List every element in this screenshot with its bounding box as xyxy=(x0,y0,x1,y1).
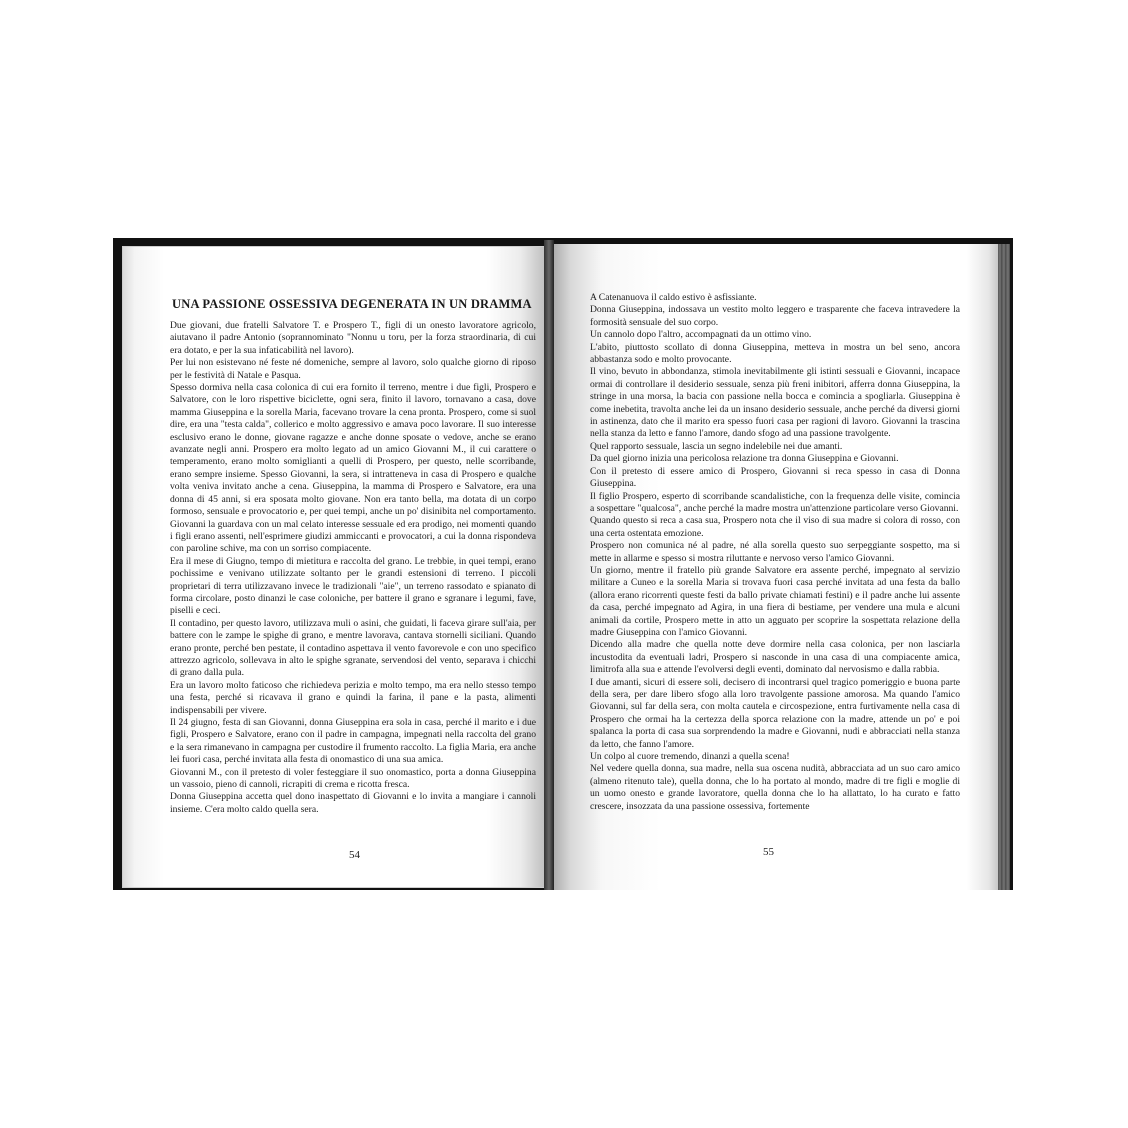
paragraph: Quel rapporto sessuale, lascia un segno indelebile nei due amanti. xyxy=(590,440,843,452)
paragraph: Prospero non comunica né al padre, né alla sorella questo suo serpeggiante sospetto, ma si mette in allarme e spesso si mostra riluttante e nervoso verso l'amico Giovanni. xyxy=(590,540,960,564)
paragraph: Un cannolo dopo l'altro, accompagnati da un ottimo vino. xyxy=(590,329,812,341)
paragraph: Donna Giuseppina, indossava un vestito molto leggero e trasparente che faceva intravedere la formosità sensuale del suo corpo. xyxy=(590,304,960,328)
right-page-text xyxy=(590,292,960,813)
chapter-title: UNA PASSIONE OSSESSIVA DEGENERATA IN UN DRAMMA xyxy=(172,297,532,311)
left-page-text xyxy=(170,320,536,816)
paragraph: Giovanni M., con il pretesto di voler festeggiare il suo onomastico, porta a donna Giuseppina un vassoio, pieno di cannoli, ricrapiti di crema e ricotta fresca. xyxy=(170,766,536,791)
paragraph: Quando questo si reca a casa sua, Prospero nota che il viso di sua madre si colora di rosso, con una certa ostentata emozione. xyxy=(590,515,960,539)
paragraph: Donna Giuseppina accetta quel dono inaspettato di Giovanni e lo invita a mangiare i cannoli insieme. C'era molto caldo quella sera. xyxy=(170,791,536,815)
paragraph: Il vino, bevuto in abbondanza, stimola inevitabilmente gli istinti sessuali e Giovanni, incapace ormai di controllare il desiderio sessuale, senza più freni inibitori, afferra donna Giuseppina, la stringe in una morsa, la bacia con passione nella bocca e comincia a spogliarla. Giuseppina è come inebetita, travolta anche lei da un insano desiderio sessuale, anche perché da diversi giorni in astinenza, dato che il marito era spesso fuori casa per ragioni di lavoro. Giovanni la trascina nella stanza da letto e fanno l'amore, dando sfogo ad una passione travolgente. xyxy=(590,366,960,440)
paragraph: Era un lavoro molto faticoso che richiedeva perizia e molto tempo, ma era nello stesso tempo una festa, perché si ricavava il grano e quindi la farina, il pane e la pasta, alimenti indispensabili per vivere. xyxy=(170,679,536,716)
paragraph: Un giorno, mentre il fratello più grande Salvatore era assente perché, impegnato al servizio militare a Cuneo e la sorella Maria si trovava fuori casa perché invitata ad una festa da ballo (allora erano ricorrenti queste festi da ballo private chiamati festini) e il padre anche lui assente da casa, perché impegnato ad Agira, in una fiera di bestiame, per vendere una mula e alcuni animali da cortile, Prospero mette in atto un agguato per scoprire la sospettata relazione della madre Giuseppina con l'amico Giovanni. xyxy=(590,564,960,638)
paragraph: L'abito, piuttosto scollato di donna Giuseppina, metteva in mostra un bel seno, ancora abbastanza sodo e molto provocante. xyxy=(590,341,960,366)
paragraph: I due amanti, sicuri di essere soli, decisero di incontrarsi quel tragico pomeriggio e buona parte della sera, per dare libero sfogo alla loro travolgente passione amorosa. Ma quando l'amico Giovanni, sul far della sera, con molta cautela e circospezione, entra furtivamente nella casa di Prospero che ormai ha la certezza della sporca relazione con la madre, attende un po' e poi spalanca la porta di casa sua sorprendendo la madre e Giovanni, nudi e abbracciati nella stanza da letto, che fanno l'amore. xyxy=(590,676,960,750)
paragraph: Dicendo alla madre che quella notte deve dormire nella casa colonica, per non lasciarla incustodita da eventuali ladri, Prospero si nasconde in una casa di una compiacente amica, limitrofa alla sua e attende l'evolversi degli eventi, dominato dal nervosismo e dalla rabbia. xyxy=(590,639,960,676)
paragraph: Era il mese di Giugno, tempo di mietitura e raccolta del grano. Le trebbie, in quei tempi, erano pochissime e venivano utilizzate soltanto per le grandi estensioni di terreno. I piccoli proprietari di terra utilizzavano invece le tradizionali "aie", un terreno rassodato e spianato di forma circolare, posto dinanzi le case coloniche, per battere il grano e sgranare i legumi, fave, piselli e ceci. xyxy=(170,555,536,617)
paragraph: Spesso dormiva nella casa colonica di cui era fornito il terreno, mentre i due figli, Prospero e Salvatore, con le loro rispettive biciclette, ogni sera, finito il lavoro, tornavano a casa, dove mamma Giuseppina e la sorella Maria, facevano trovare la cena pronta. Prospero, come si suol dire, era una "testa calda", collerico e molto aggressivo e amava poco lavorare. Il suo interesse esclusivo erano le donne, giovane ragazze e anche donne sposate o vedove, anche se erano avanzate negli anni. Prospero era molto legato ad un amico Giovanni M., il cui carattere o temperamento, erano molto somiglianti a quelli di Prospero, per questo, nelle scorribande, erano sempre insieme. Spesso Giovanni, la sera, si intratteneva in casa di Prospero e qualche volta veniva invitato anche a cena. Giuseppina, la mamma di Prospero e Salvatore, era una donna di 45 anni, si era sposata molto giovane. Non era tanto bella, ma dotata di un corpo formoso, sensuale e provocatorio e, per quei tempi, anche un po' disinibita nel comportamento. Giovanni la guardava con un mal celato interesse sessuale ed era prodigo, nei momenti quando i figli erano assenti, nell'esprimere giudizi ammiccanti e provocatori, a cui la donna rispondeva con paroline schive, ma con un sorriso compiacente. xyxy=(170,382,536,555)
paragraph: Due giovani, due fratelli Salvatore T. e Prospero T., figli di un onesto lavoratore agricolo, aiutavano il padre Antonio (soprannominato "Nonnu u toru, per la forza straordinaria, di cui era dotato, e per la sua infaticabilità nel lavoro). xyxy=(170,320,536,356)
paragraph: Il figlio Prospero, esperto di scorribande scandalistiche, con la frequenza delle visite, comincia a sospettare "qualcosa", anche perché la madre mostra un'attenzione particolare verso Giovanni. xyxy=(590,490,960,514)
paragraph: Il 24 giugno, festa di san Giovanni, donna Giuseppina era sola in casa, perché il marito e i due figli, Prospero e Salvatore, erano con il padre in campagna, impegnati nella raccolta del grano e la sera rimanevano in campagna per custodire il frumento raccolto. La figlia Maria, era anche lei fuori casa, perché invitata alla festa di onomastico di una sua amica. xyxy=(170,717,536,766)
paragraph: Il contadino, per questo lavoro, utilizzava muli o asini, che guidati, li faceva girare sull'aia, per battere con le zampe le spighe di grano, e mentre lavorava, cantava stornelli siciliani. Quando erano pronte, perché ben pestate, il contadino aspettava il vento favorevole e con uno specifico attrezzo agricolo, sollevava in alto le spighe sgranate, servendosi del vento, separava i chicchi di grano dalla pula. xyxy=(170,617,536,679)
page-edges xyxy=(998,244,1010,890)
paragraph: Per lui non esistevano né feste né domeniche, sempre al lavoro, solo qualche giorno di riposo per le festività di Natale e Pasqua. xyxy=(170,357,536,381)
paragraph: Da quel giorno inizia una pericolosa relazione tra donna Giuseppina e Giovanni. xyxy=(590,453,899,465)
paragraph: Nel vedere quella donna, sua madre, nella sua oscena nudità, abbracciata ad un suo caro amico (almeno ritenuto tale), quella donna, che lo ha portato al mondo, madre di tre figli e moglie di un uomo onesto e grande lavoratore, quella donna che lo ha allattato, lo ha curato e fatto crescere, insozzata da una passione ossessiva, fortemente xyxy=(590,763,960,812)
book-gutter xyxy=(544,240,554,890)
page-number-left: 54 xyxy=(349,849,360,861)
paragraph: Con il pretesto di essere amico di Prospero, Giovanni si reca spesso in casa di Donna Giuseppina. xyxy=(590,465,960,490)
page-number-right: 55 xyxy=(763,846,774,858)
paragraph: Un colpo al cuore tremendo, dinanzi a quella scena! xyxy=(590,751,790,763)
paragraph: A Catenanuova il caldo estivo è asfissiante. xyxy=(590,292,757,303)
